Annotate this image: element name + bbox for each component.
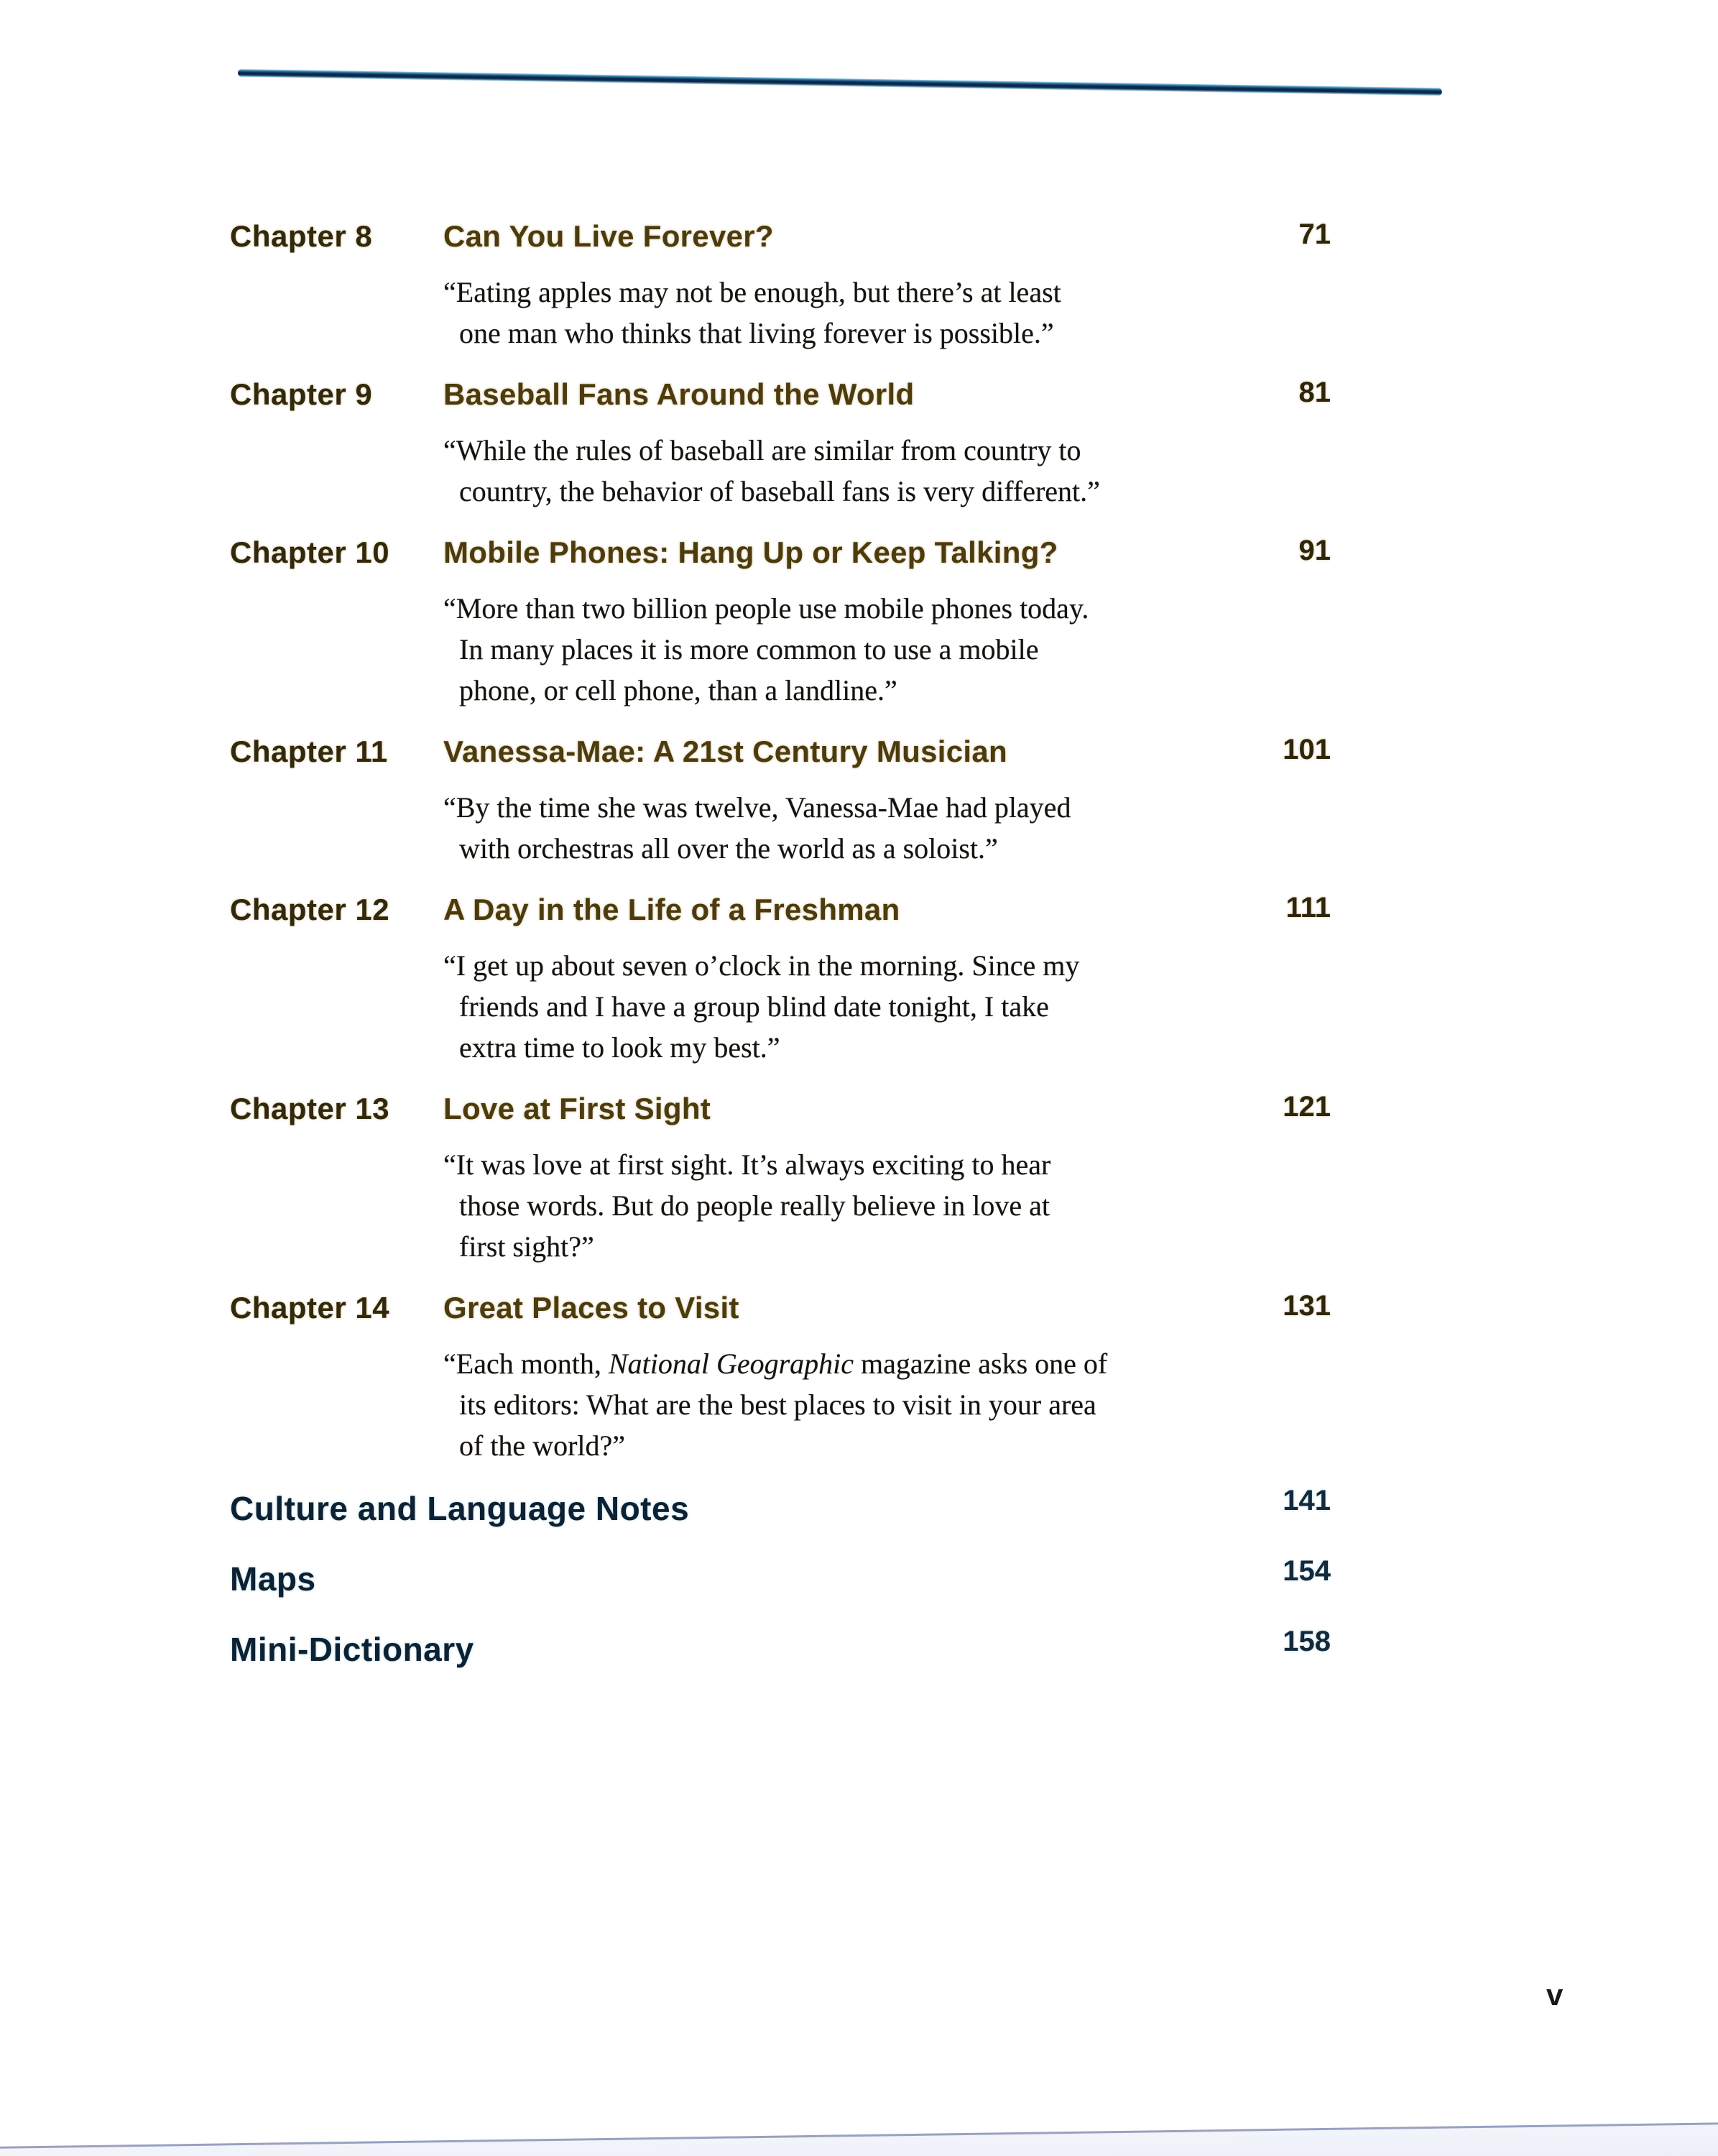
header-rule <box>238 69 1442 96</box>
page-number-footer: v <box>1546 1978 1564 2012</box>
section-page-number: 154 <box>1283 1555 1331 1587</box>
chapter-quote: “It was love at first sight. It’s always exciting to hear those words. But do people really believe in love at first sight?” <box>443 1148 1051 1263</box>
section-title: Culture and Language Notes <box>230 1490 690 1527</box>
chapter-page-number: 81 <box>1298 377 1331 408</box>
toc-chapter-row <box>230 219 1331 254</box>
toc-chapter-row <box>230 377 1331 413</box>
chapter-quote: “Eating apples may not be enough, but there’s at least one man who thinks that living forever is possible.” <box>443 276 1061 349</box>
chapter-title: Baseball Fans Around the World <box>443 377 915 411</box>
chapter-title: Can You Live Forever? <box>443 219 774 253</box>
toc-chapter-entry <box>230 219 1331 354</box>
toc-chapter-entry <box>230 535 1331 711</box>
chapter-quote: “I get up about seven o’clock in the morning. Since my friends and I have a group blind date tonight, I take extra time to look my best.” <box>443 949 1080 1064</box>
chapter-label: Chapter 12 <box>230 893 390 926</box>
backmatter-list <box>230 1485 1331 1670</box>
chapter-quote: “By the time she was twelve, Vanessa-Mae had played with orchestras all over the world as a soloist.” <box>443 791 1071 865</box>
toc-chapter-entry <box>230 734 1331 869</box>
chapter-label: Chapter 11 <box>230 734 388 768</box>
chapter-title: Love at First Sight <box>443 1092 711 1125</box>
chapter-page-number: 131 <box>1283 1290 1331 1322</box>
chapter-page-number: 91 <box>1298 535 1331 566</box>
chapter-label: Chapter 8 <box>230 219 373 253</box>
chapter-quote: “Each month, National Geographic magazine asks one of its editors: What are the best places to visit in your area of the world?” <box>443 1348 1108 1462</box>
toc-chapter-row <box>230 1291 1331 1326</box>
chapter-page-number: 111 <box>1285 892 1331 923</box>
chapter-label: Chapter 10 <box>230 535 390 569</box>
section-title: Maps <box>230 1560 316 1598</box>
section-title: Mini-Dictionary <box>230 1631 474 1668</box>
toc-chapter-row <box>230 734 1331 770</box>
toc-section-row <box>230 1555 1331 1600</box>
toc-chapter-entry <box>230 377 1331 512</box>
chapter-page-number: 121 <box>1283 1091 1331 1123</box>
section-page-number: 158 <box>1283 1626 1331 1657</box>
chapter-label: Chapter 14 <box>230 1291 390 1325</box>
toc-chapter-row <box>230 535 1331 571</box>
chapter-title: Mobile Phones: Hang Up or Keep Talking? <box>443 535 1058 569</box>
table-of-contents <box>230 219 1331 1701</box>
toc-chapter-entry <box>230 1291 1331 1466</box>
chapter-label: Chapter 13 <box>230 1092 390 1125</box>
scan-bottom-edge <box>0 2122 1718 2156</box>
chapter-page-number: 101 <box>1283 734 1331 765</box>
toc-chapter-entry <box>230 893 1331 1068</box>
toc-chapter-row <box>230 893 1331 928</box>
toc-chapter-entry <box>230 1092 1331 1267</box>
chapter-title: Vanessa-Mae: A 21st Century Musician <box>443 734 1007 768</box>
toc-section-row <box>230 1485 1331 1529</box>
chapter-quote: “While the rules of baseball are similar from country to country, the behavior of baseball fans is very different.” <box>443 434 1100 507</box>
chapter-quote: “More than two billion people use mobile phones today. In many places it is more common to use a mobile phone, or cell phone, than a landline.” <box>443 592 1089 706</box>
section-page-number: 141 <box>1283 1485 1331 1516</box>
chapter-title: A Day in the Life of a Freshman <box>443 893 900 926</box>
chapter-title: Great Places to Visit <box>443 1291 739 1325</box>
toc-chapter-row <box>230 1092 1331 1127</box>
chapter-list <box>230 219 1331 1466</box>
chapter-label: Chapter 9 <box>230 377 373 411</box>
toc-section-row <box>230 1626 1331 1670</box>
chapter-page-number: 71 <box>1298 218 1331 250</box>
